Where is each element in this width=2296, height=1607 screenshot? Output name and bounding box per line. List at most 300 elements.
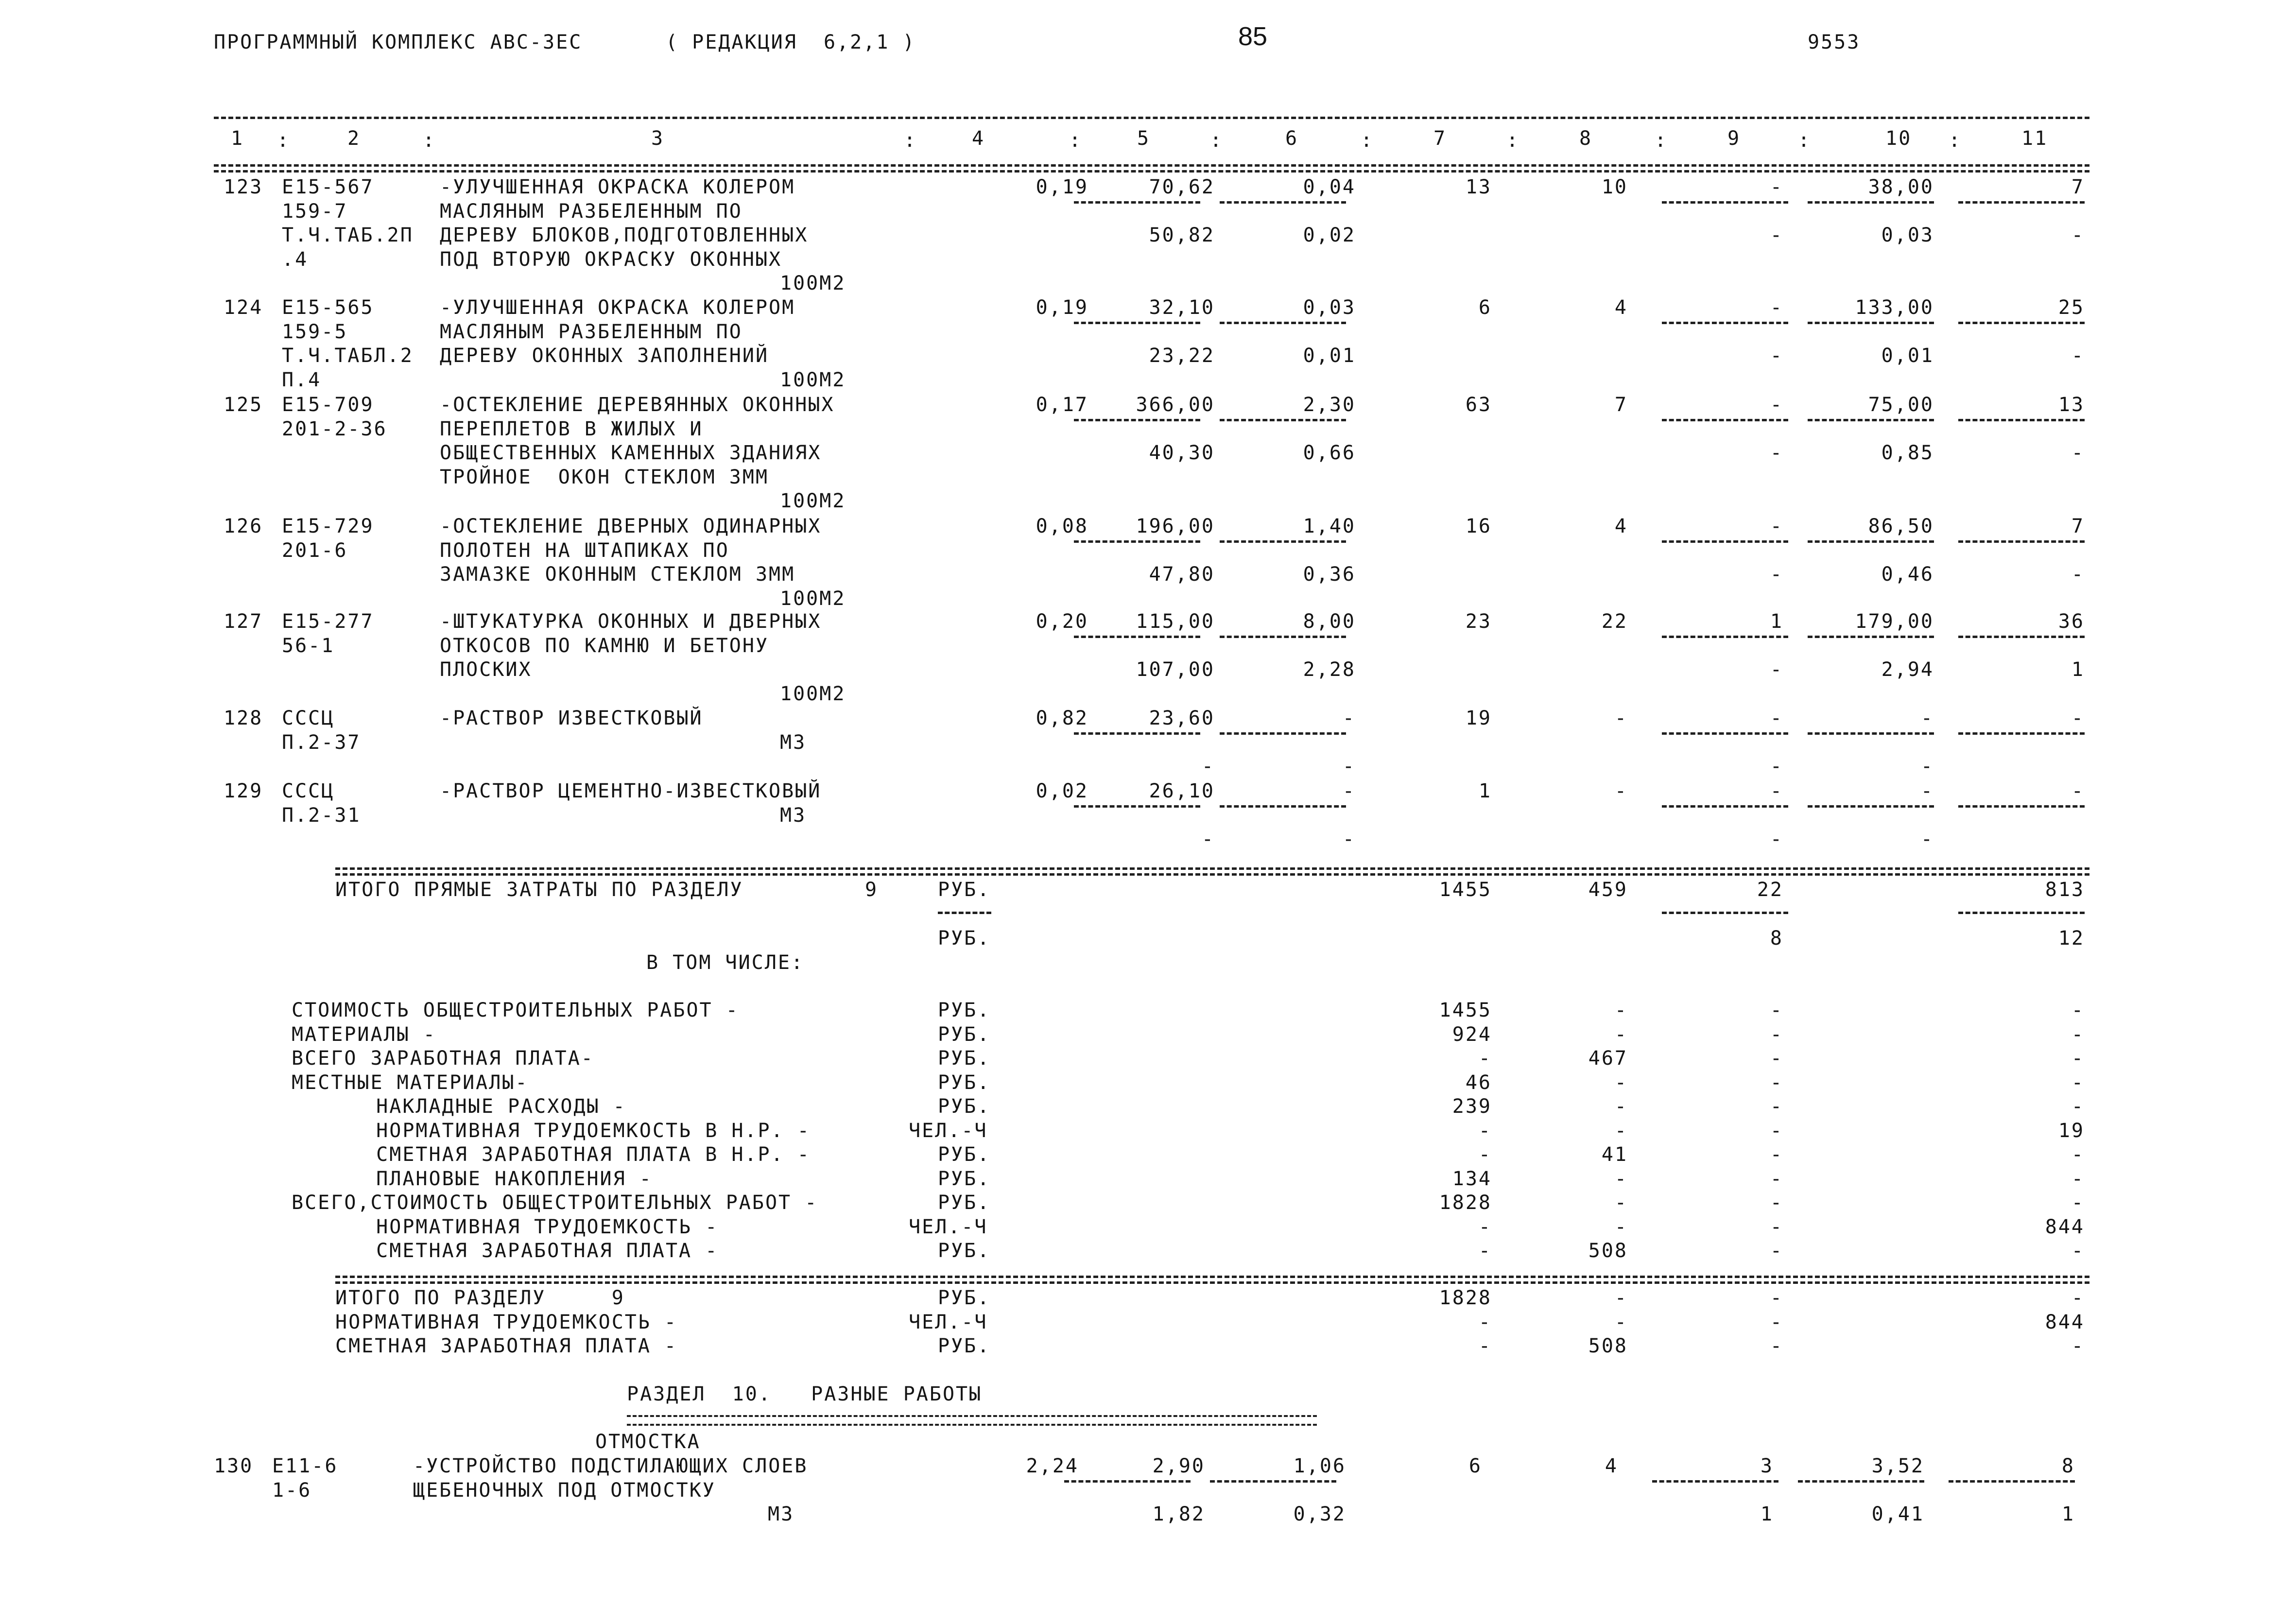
c10-divider [1808, 636, 1934, 638]
c11-value: - [2071, 780, 2085, 802]
breakdown-unit: РУБ. [938, 1167, 991, 1190]
resource-code: .4 [282, 248, 309, 271]
breakdown-c11: - [2071, 1071, 2085, 1094]
row-number: 130 [214, 1455, 254, 1477]
column-separator: : [423, 129, 436, 152]
resource-code: 159-7 [282, 200, 348, 223]
breakdown-c11: 19 [2058, 1119, 2085, 1142]
breakdown-c11: - [2071, 999, 2085, 1021]
section-total-c11: 844 [2045, 1311, 2085, 1333]
breakdown-c7: 46 [1465, 1071, 1492, 1094]
breakdown-c9: - [1770, 1023, 1783, 1046]
totals-top-rule-2 [335, 873, 2089, 876]
measure-unit: М3 [768, 1503, 794, 1525]
work-description: ДЕРЕВУ БЛОКОВ,ПОДГОТОВЛЕННЫХ [440, 224, 809, 246]
breakdown-c7: 1828 [1439, 1192, 1492, 1214]
breakdown-c8: 508 [1588, 1240, 1628, 1262]
c11-value: 7 [2071, 176, 2085, 198]
c5-value: 196,00 [1136, 515, 1215, 537]
breakdown-c7: 924 [1452, 1023, 1492, 1046]
c6-value: 0,04 [1303, 176, 1356, 198]
breakdown-label: СТОИМОСТЬ ОБЩЕСТРОИТЕЛЬНЫХ РАБОТ - [292, 999, 739, 1021]
col7-value: 16 [1465, 515, 1492, 537]
c11-divider [1958, 540, 2085, 543]
measure-unit: 100М2 [780, 682, 846, 705]
row-number: 126 [224, 515, 263, 537]
work-description: -РАСТВОР ЦЕМЕНТНО-ИЗВЕСТКОВЫЙ [440, 780, 822, 802]
unit-divider [938, 912, 991, 914]
column-header-4: 4 [972, 127, 985, 150]
breakdown-c9: - [1770, 1095, 1783, 1118]
work-description: МАСЛЯНЫМ РАЗБЕЛЕННЫМ ПО [440, 320, 742, 343]
breakdown-c8: - [1614, 1192, 1628, 1214]
breakdown-c11: - [2071, 1143, 2085, 1166]
c6-value-2: 0,02 [1303, 224, 1356, 246]
breakdown-c9: - [1770, 1071, 1783, 1094]
c6-divider [1220, 540, 1346, 543]
c11-divider [1958, 912, 2085, 914]
breakdown-c8: - [1614, 999, 1628, 1021]
c5-value: 23,60 [1149, 707, 1215, 729]
c10-divider [1808, 201, 1934, 204]
column-header-1: 1 [231, 127, 244, 150]
c9-value-2: - [1770, 755, 1783, 778]
breakdown-unit: ЧЕЛ.-Ч [909, 1215, 988, 1238]
work-description: ОТКОСОВ ПО КАМНЮ И БЕТОНУ [440, 634, 769, 657]
c10-value: - [1920, 780, 1934, 802]
total-direct-c8: 459 [1588, 879, 1628, 901]
c9-value-2: - [1770, 224, 1783, 246]
column-separator: : [1655, 129, 1668, 152]
resource-code: П.4 [282, 368, 322, 391]
breakdown-c9: - [1770, 1215, 1783, 1238]
resource-code: 159-5 [282, 320, 348, 343]
c10-value: 133,00 [1855, 296, 1934, 319]
quantity: 0,20 [1036, 610, 1088, 633]
col8-value: - [1614, 780, 1628, 802]
column-separator: : [1069, 129, 1083, 152]
breakdown-label: НАКЛАДНЫЕ РАСХОДЫ - [350, 1095, 626, 1118]
c9-value-2: - [1770, 828, 1783, 850]
c10-divider [1808, 732, 1934, 735]
section-total-label: НОРМАТИВНАЯ ТРУДОЕМКОСТЬ - [335, 1311, 678, 1333]
work-description: ТРОЙНОЕ ОКОН СТЕКЛОМ 3ММ [440, 466, 769, 488]
section-total-c7: - [1478, 1311, 1492, 1333]
c5-value-2: 23,22 [1149, 345, 1215, 367]
c10-divider [1808, 322, 1934, 324]
row-number: 123 [224, 176, 263, 198]
c11-divider [1958, 805, 2085, 808]
breakdown-label: ВСЕГО,СТОИМОСТЬ ОБЩЕСТРОИТЕЛЬНЫХ РАБОТ - [292, 1192, 818, 1214]
c6-value: - [1342, 780, 1356, 802]
c9-divider [1662, 636, 1788, 638]
breakdown-c7: - [1478, 1047, 1492, 1070]
section-total-unit: РУБ. [938, 1335, 991, 1357]
c9-divider [1662, 732, 1788, 735]
work-description: -УЛУЧШЕННАЯ ОКРАСКА КОЛЕРОМ [440, 176, 795, 198]
c11-value-2: - [2071, 442, 2085, 464]
c9-value: - [1770, 394, 1783, 416]
column-header-2: 2 [347, 127, 361, 150]
work-description: ПОЛОТЕН НА ШТАПИКАХ ПО [440, 539, 729, 562]
c10-value-2: 0,01 [1881, 345, 1934, 367]
measure-unit: 100М2 [780, 490, 846, 512]
c6-value: 8,00 [1303, 610, 1356, 633]
c11-value: 25 [2058, 296, 2085, 319]
c5-value-2: 47,80 [1149, 563, 1215, 586]
breakdown-c7: 239 [1452, 1095, 1492, 1118]
quantity: 0,02 [1036, 780, 1088, 802]
c10-divider [1808, 419, 1934, 421]
resource-code: П.2-37 [282, 731, 361, 754]
c6-value-2: 0,36 [1303, 563, 1356, 586]
section-total-unit: ЧЕЛ.-Ч [909, 1311, 988, 1333]
column-separator: : [904, 129, 917, 152]
work-description: ПЛОСКИХ [440, 658, 532, 681]
resource-code: Е15-565 [282, 296, 374, 319]
resource-code: 56-1 [282, 634, 335, 657]
c5-divider [1074, 805, 1200, 808]
resource-code: СССЦ [282, 707, 335, 729]
work-description: -УСТРОЙСТВО ПОДСТИЛАЮЩИХ СЛОЕВ [413, 1455, 808, 1477]
c5-value: 70,62 [1149, 176, 1215, 198]
section-total-c9: - [1770, 1311, 1783, 1333]
breakdown-c8: 467 [1588, 1047, 1628, 1070]
measure-unit: М3 [780, 804, 807, 827]
c9-value: - [1770, 707, 1783, 729]
resource-code: Е15-729 [282, 515, 374, 537]
breakdown-unit: РУБ. [938, 1192, 991, 1214]
col7-value: 19 [1465, 707, 1492, 729]
column-header-6: 6 [1285, 127, 1299, 150]
c10-divider [1798, 1480, 1924, 1483]
column-header-9: 9 [1727, 127, 1741, 150]
c5-value-2: - [1201, 828, 1215, 850]
column-header-7: 7 [1433, 127, 1447, 150]
row-number: 128 [224, 707, 263, 729]
column-separator: : [1210, 129, 1224, 152]
col8-value: 4 [1614, 515, 1628, 537]
c6-value: 1,40 [1303, 515, 1356, 537]
c5-value-2: 1,82 [1152, 1503, 1205, 1525]
section-total-c11: - [2071, 1287, 2085, 1309]
resource-code: Е11-6 [272, 1455, 338, 1477]
c6-value: 2,30 [1303, 394, 1356, 416]
c11-divider [1958, 636, 2085, 638]
breakdown-unit: РУБ. [938, 999, 991, 1021]
c10-value: 179,00 [1855, 610, 1934, 633]
breakdown-c8: - [1614, 1167, 1628, 1190]
breakdown-unit: РУБ. [938, 1095, 991, 1118]
c6-value-2: 2,28 [1303, 658, 1356, 681]
measure-unit: М3 [780, 731, 807, 754]
c9-divider [1662, 805, 1788, 808]
breakdown-label: МЕСТНЫЕ МАТЕРИАЛЫ- [292, 1071, 529, 1094]
total-direct-c9: 22 [1757, 879, 1783, 901]
breakdown-c8: - [1614, 1095, 1628, 1118]
breakdown-label: СМЕТНАЯ ЗАРАБОТНАЯ ПЛАТА - [350, 1240, 719, 1262]
breakdown-c11: - [2071, 1047, 2085, 1070]
total-direct-c9-2: 8 [1770, 927, 1783, 950]
c11-divider [1958, 201, 2085, 204]
c10-value-2: 0,03 [1881, 224, 1934, 246]
section-10-title: РАЗДЕЛ 10. РАЗНЫЕ РАБОТЫ [627, 1383, 983, 1405]
row-number: 129 [224, 780, 263, 802]
section-totals-rule-2 [335, 1281, 2089, 1284]
c6-value-2: - [1342, 755, 1356, 778]
section-total-label: ИТОГО ПО РАЗДЕЛУ 9 [335, 1287, 625, 1309]
c6-value-2: 0,32 [1293, 1503, 1346, 1525]
row-number: 127 [224, 610, 263, 633]
c6-divider [1220, 419, 1346, 421]
c5-value-2: 107,00 [1136, 658, 1215, 681]
resource-code: Е15-709 [282, 394, 374, 416]
quantity: 2,24 [1026, 1455, 1079, 1477]
breakdown-c8: - [1614, 1023, 1628, 1046]
work-description: ПЕРЕПЛЕТОВ В ЖИЛЫХ И [440, 417, 703, 440]
c10-divider [1808, 805, 1934, 808]
column-header-8: 8 [1579, 127, 1593, 150]
breakdown-c7: - [1478, 1119, 1492, 1142]
c11-value-2: 1 [2071, 658, 2085, 681]
c6-value-2: - [1342, 828, 1356, 850]
resource-code: Т.Ч.ТАБЛ.2 [282, 345, 414, 367]
breakdown-c8: - [1614, 1071, 1628, 1094]
total-direct-section: 9 [865, 879, 879, 901]
c6-divider [1220, 322, 1346, 324]
column-separator: : [1361, 129, 1374, 152]
breakdown-c7: - [1478, 1143, 1492, 1166]
table-header-rule-2 [214, 170, 2089, 173]
column-header-5: 5 [1137, 127, 1151, 150]
including-label: В ТОМ ЧИСЛЕ: [646, 951, 804, 974]
breakdown-c11: - [2071, 1192, 2085, 1214]
table-top-rule [214, 117, 2089, 119]
c11-divider [1958, 732, 2085, 735]
total-direct-c11: 813 [2045, 879, 2085, 901]
c6-divider [1220, 805, 1346, 808]
work-description: -ОСТЕКЛЕНИЕ ДВЕРНЫХ ОДИНАРНЫХ [440, 515, 822, 537]
page-number: 85 [1238, 22, 1268, 51]
breakdown-unit: РУБ. [938, 1071, 991, 1094]
breakdown-label: ПЛАНОВЫЕ НАКОПЛЕНИЯ - [350, 1167, 653, 1190]
totals-top-rule [335, 867, 2089, 870]
c6-value: 1,06 [1293, 1455, 1346, 1477]
c5-value: 115,00 [1136, 610, 1215, 633]
total-direct-c11-2: 12 [2058, 927, 2085, 950]
resource-code: Е15-567 [282, 176, 374, 198]
breakdown-c7: - [1478, 1240, 1492, 1262]
c9-value-2: - [1770, 563, 1783, 586]
c5-value: 2,90 [1152, 1455, 1205, 1477]
c9-value: 3 [1760, 1455, 1774, 1477]
c10-value: - [1920, 707, 1934, 729]
breakdown-c8: 41 [1601, 1143, 1628, 1166]
c9-divider [1662, 201, 1788, 204]
column-separator: : [1949, 129, 1962, 152]
c9-divider [1662, 540, 1788, 543]
breakdown-c9: - [1770, 1143, 1783, 1166]
c11-divider [1958, 322, 2085, 324]
c9-value: - [1770, 780, 1783, 802]
c11-divider [1958, 419, 2085, 421]
breakdown-label: МАТЕРИАЛЫ - [292, 1023, 436, 1046]
c6-divider [1210, 1480, 1336, 1483]
breakdown-c11: - [2071, 1240, 2085, 1262]
quantity: 0,82 [1036, 707, 1088, 729]
breakdown-c9: - [1770, 1167, 1783, 1190]
work-description: ОБЩЕСТВЕННЫХ КАМЕННЫХ ЗДАНИЯХ [440, 442, 822, 464]
breakdown-c7: 1455 [1439, 999, 1492, 1021]
resource-code: СССЦ [282, 780, 335, 802]
c9-value-2: - [1770, 658, 1783, 681]
breakdown-unit: ЧЕЛ.-Ч [909, 1119, 988, 1142]
quantity: 0,17 [1036, 394, 1088, 416]
c11-value: 13 [2058, 394, 2085, 416]
section-total-c8: 508 [1588, 1335, 1628, 1357]
work-description: ЩЕБЕНОЧНЫХ ПОД ОТМОСТКУ [413, 1479, 716, 1502]
resource-code: 201-6 [282, 539, 348, 562]
resource-code: 201-2-36 [282, 417, 387, 440]
work-description: -УЛУЧШЕННАЯ ОКРАСКА КОЛЕРОМ [440, 296, 795, 319]
work-description: ДЕРЕВУ ОКОННЫХ ЗАПОЛНЕНИЙ [440, 345, 769, 367]
c10-value-2: - [1920, 755, 1934, 778]
col7-value: 13 [1465, 176, 1492, 198]
col8-value: 10 [1601, 176, 1628, 198]
breakdown-label: СМЕТНАЯ ЗАРАБОТНАЯ ПЛАТА В Н.Р. - [350, 1143, 811, 1166]
breakdown-unit: РУБ. [938, 1023, 991, 1046]
c10-value-2: 0,46 [1881, 563, 1934, 586]
c6-value: 0,03 [1303, 296, 1356, 319]
section-10-underline [627, 1415, 1317, 1426]
column-header-11: 11 [2021, 127, 2048, 150]
c9-value-2: - [1770, 345, 1783, 367]
c10-value-2: - [1920, 828, 1934, 850]
c10-value-2: 0,85 [1881, 442, 1934, 464]
col8-value: 22 [1601, 610, 1628, 633]
breakdown-label: ВСЕГО ЗАРАБОТНАЯ ПЛАТА- [292, 1047, 594, 1070]
breakdown-unit: РУБ. [938, 1240, 991, 1262]
measure-unit: 100М2 [780, 368, 846, 391]
resource-code: 1-6 [272, 1479, 312, 1502]
column-separator: : [1798, 129, 1812, 152]
breakdown-c9: - [1770, 1240, 1783, 1262]
total-direct-unit: РУБ. [938, 879, 991, 901]
col7-value: 63 [1465, 394, 1492, 416]
c6-value-2: 0,66 [1303, 442, 1356, 464]
breakdown-c11: - [2071, 1095, 2085, 1118]
c6-divider [1220, 636, 1346, 638]
column-separator: : [1506, 129, 1520, 152]
breakdown-c8: - [1614, 1215, 1628, 1238]
column-header-3: 3 [651, 127, 665, 150]
breakdown-c11: - [2071, 1023, 2085, 1046]
c9-value: 1 [1770, 610, 1783, 633]
c6-divider [1220, 201, 1346, 204]
c9-divider [1662, 419, 1788, 421]
document-code: 9553 [1808, 31, 1861, 53]
c10-value-2: 2,94 [1881, 658, 1934, 681]
edition-label: ( РЕДАКЦИЯ 6,2,1 ) [666, 31, 916, 53]
c5-divider [1074, 540, 1200, 543]
breakdown-c9: - [1770, 1192, 1783, 1214]
section-totals-rule [335, 1276, 2089, 1278]
c9-divider [1662, 912, 1788, 914]
c9-value: - [1770, 515, 1783, 537]
c9-value-2: - [1770, 442, 1783, 464]
total-direct-c7: 1455 [1439, 879, 1492, 901]
section-total-c8: - [1614, 1311, 1628, 1333]
row-number: 125 [224, 394, 263, 416]
work-description: ПОД ВТОРУЮ ОКРАСКУ ОКОННЫХ [440, 248, 782, 271]
c10-divider [1808, 540, 1934, 543]
c10-value: 86,50 [1868, 515, 1934, 537]
section-total-c7: 1828 [1439, 1287, 1492, 1309]
section-total-c9: - [1770, 1287, 1783, 1309]
col8-value: 4 [1605, 1455, 1618, 1477]
c5-value-2: 40,30 [1149, 442, 1215, 464]
total-direct-label: ИТОГО ПРЯМЫЕ ЗАТРАТЫ ПО РАЗДЕЛУ [335, 879, 743, 901]
breakdown-label: НОРМАТИВНАЯ ТРУДОЕМКОСТЬ - [350, 1215, 719, 1238]
breakdown-c11: - [2071, 1167, 2085, 1190]
c11-value-2: - [2071, 224, 2085, 246]
col8-value: 4 [1614, 296, 1628, 319]
breakdown-label: НОРМАТИВНАЯ ТРУДОЕМКОСТЬ В Н.Р. - [350, 1119, 811, 1142]
work-description: -ШТУКАТУРКА ОКОННЫХ И ДВЕРНЫХ [440, 610, 822, 633]
table-header-rule [214, 164, 2089, 167]
c9-value-2: 1 [1760, 1503, 1774, 1525]
col7-value: 1 [1478, 780, 1492, 802]
measure-unit: 100М2 [780, 587, 846, 610]
section-total-unit: РУБ. [938, 1287, 991, 1309]
work-description: МАСЛЯНЫМ РАЗБЕЛЕННЫМ ПО [440, 200, 742, 223]
quantity: 0,19 [1036, 176, 1088, 198]
c10-value: 3,52 [1871, 1455, 1924, 1477]
breakdown-c9: - [1770, 1119, 1783, 1142]
section-total-label: СМЕТНАЯ ЗАРАБОТНАЯ ПЛАТА - [335, 1335, 678, 1357]
breakdown-c7: - [1478, 1215, 1492, 1238]
breakdown-unit: РУБ. [938, 1143, 991, 1166]
c11-value-2: - [2071, 345, 2085, 367]
column-separator: : [277, 129, 291, 152]
work-description: ЗАМАЗКЕ ОКОННЫМ СТЕКЛОМ 3ММ [440, 563, 795, 586]
c6-divider [1220, 732, 1346, 735]
program-title: ПРОГРАММНЫЙ КОМПЛЕКС АВС-3ЕС [214, 31, 583, 53]
c5-divider [1074, 636, 1200, 638]
total-direct-unit-2: РУБ. [938, 927, 991, 950]
c11-value: - [2071, 707, 2085, 729]
breakdown-unit: РУБ. [938, 1047, 991, 1070]
c11-value: 7 [2071, 515, 2085, 537]
col7-value: 6 [1468, 1455, 1482, 1477]
c11-value: 36 [2058, 610, 2085, 633]
c10-value-2: 0,41 [1871, 1503, 1924, 1525]
resource-code: П.2-31 [282, 804, 361, 827]
section-total-c9: - [1770, 1335, 1783, 1357]
c5-value-2: - [1201, 755, 1215, 778]
c6-value: - [1342, 707, 1356, 729]
resource-code: Т.Ч.ТАБ.2П [282, 224, 414, 246]
breakdown-c7: 134 [1452, 1167, 1492, 1190]
c9-divider [1652, 1480, 1778, 1483]
c5-value-2: 50,82 [1149, 224, 1215, 246]
c9-value: - [1770, 176, 1783, 198]
breakdown-c11: 844 [2045, 1215, 2085, 1238]
c9-divider [1662, 322, 1788, 324]
c9-value: - [1770, 296, 1783, 319]
c11-value-2: - [2071, 563, 2085, 586]
breakdown-c9: - [1770, 1047, 1783, 1070]
